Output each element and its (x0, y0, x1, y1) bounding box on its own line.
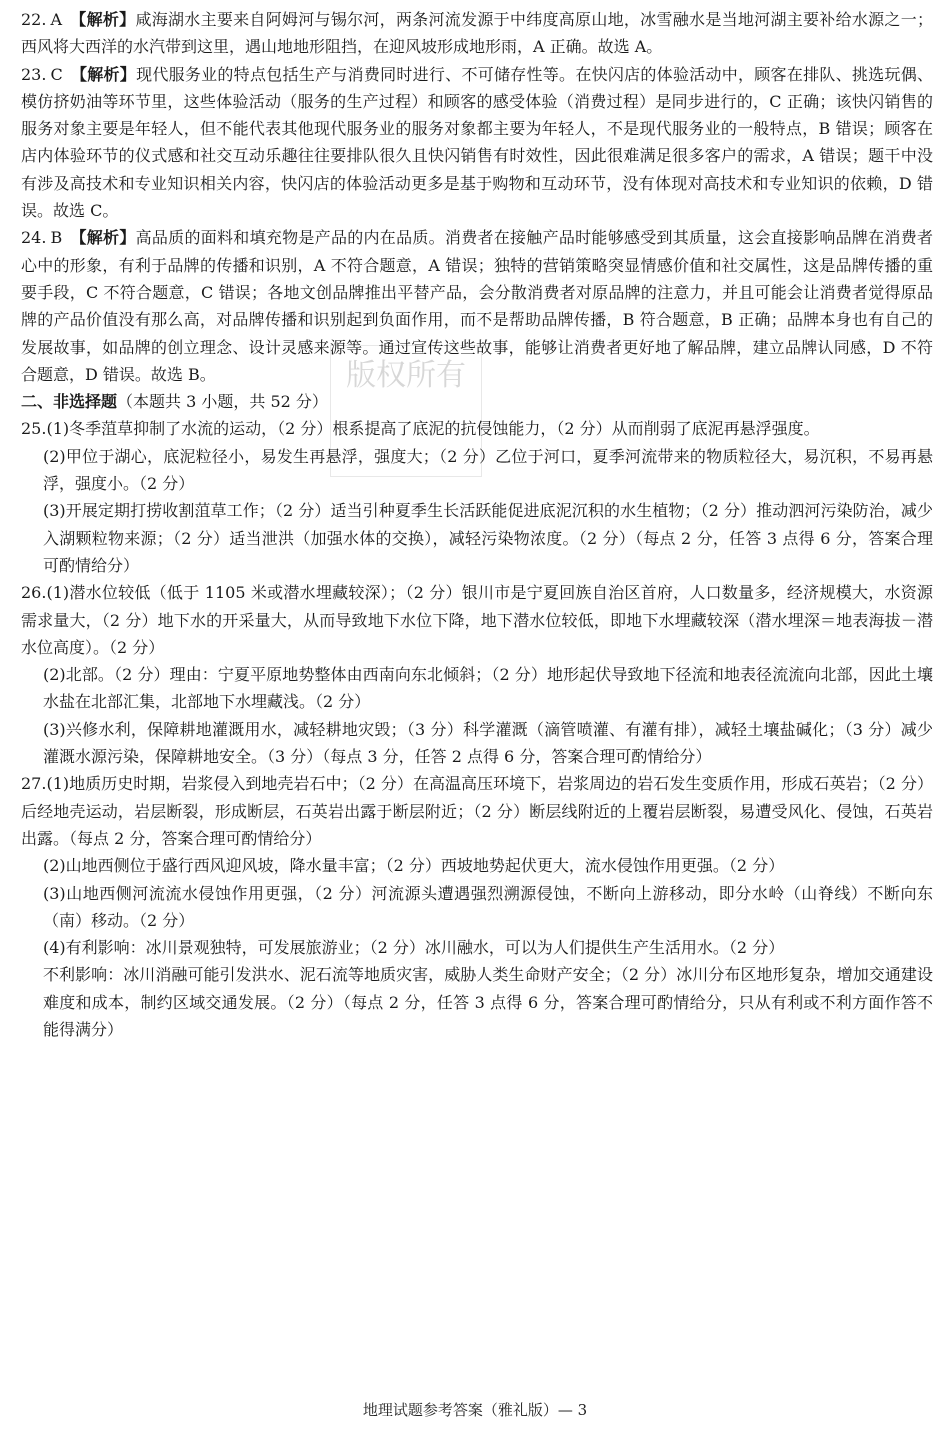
analysis-text: 高品质的面料和填充物是产品的内在品质。消费者在接触产品时能够感受到其质量，这会直接影响品牌在消费者心中的形象，有利于品牌的传播和识别，A 不符合题意，A 错误；独特的营销策略突显情感价值和社交属性，这是品牌传播的重要手段，C 不符合题意，C 错误；各地文创品牌推出平替产品，会分散消费者对原品牌的注意力，并且可能会让消费者觉得原品牌的产品价值没有那么高，对品牌传播和识别起到负面作用，而不是帮助品牌传播，B 符合题意，B 正确；品牌本身也有自己的发展故事，如品牌的创立理念、设计灵感来源等。通过宣传这些故事，能够让消费者更好地了解品牌，建立品牌认同感，D 不符合题意，D 错误。故选 B。 (21, 228, 933, 384)
question-25 (21, 415, 933, 579)
analysis-tag: 【解析】 (70, 64, 137, 84)
question-24 (21, 224, 933, 388)
question-23 (21, 61, 933, 225)
question-26-part-2: (2)北部。（2 分）理由：宁夏平原地势整体由西南向东北倾斜；（2 分）地形起伏导致地下径流和地表径流流向北部，因此土壤水盐在北部汇集，北部地下水埋藏浅。（2 分） (43, 665, 933, 712)
question-25-part-3: (3)开展定期打捞收割菹草工作；（2 分）适当引种夏季生长活跃能促进底泥沉积的水生植物；（2 分）推动泗河污染防治，减少入湖颗粒物来源；（2 分）适当泄洪（加强水体的交换），减轻污染物浓度。（2 分）（每点 2 分，任答 3 点得 6 分，答案合理可酌情给分） (43, 501, 933, 575)
question-25-part-1 (21, 415, 933, 442)
question-27 (21, 770, 933, 1043)
answer-text: (1)地质历史时期，岩浆侵入到地壳岩石中；（2 分）在高温高压环境下，岩浆周边的岩石发生变质作用，形成石英岩；（2 分）后经地壳运动，岩层断裂，形成断层，石英岩出露于断层附近；（2 分）断层线附近的上覆岩层断裂，易遭受风化、侵蚀，石英岩出露。（每点 2 分，答案合理可酌情给分） (21, 774, 933, 848)
section-heading (21, 388, 933, 415)
analysis-tag: 【解析】 (70, 228, 136, 248)
section-note: （本题共 3 小题，共 52 分） (117, 392, 328, 412)
question-26-part-3: (3)兴修水利，保障耕地灌溉用水，减轻耕地灾毁；（3 分）科学灌溉（滴管喷灌、有灌有排），减轻土壤盐碱化；（3 分）减少灌溉水源污染，保障耕地安全。（3 分）（每点 3 分，任答 2 点得 6 分，答案合理可酌情给分） (43, 719, 933, 767)
page-footer: 地理试题参考答案（雅礼版）— 3 (362, 1401, 588, 1419)
question-22 (21, 6, 933, 61)
analysis-tag: 【解析】 (70, 10, 136, 29)
question-26-part-1 (21, 579, 933, 661)
question-number: 26. (21, 583, 47, 603)
analysis-text: 现代服务业的特点包括生产与消费同时进行、不可储存性等。在快闪店的体验活动中，顾客在排队、挑选玩偶、模仿挤奶油等环节里，这些体验活动（服务的生产过程）和顾客的感受体验（消费过程）是同步进行的，C 正确；该快闪销售的服务对象主要是年轻人，但不能代表其他现代服务业的服务对象都主要为年轻人，不是现代服务业的一般特点，B 错误；顾客在店内体验环节的仪式感和社交互动乐趣往往要排队很久且快闪销售有时效性，因此很难满足很多客户的需求，A 错误；题干中没有涉及高技术和专业知识相关内容，快闪店的体验活动更多是基于购物和互动环节，没有体现对高技术和专业知识的依赖，D 错误。故选 C。 (21, 64, 933, 221)
analysis-text: 咸海湖水主要来自阿姆河与锡尔河，两条河流发源于中纬度高原山地，冰雪融水是当地河湖主要补给水源之一；西风将大西洋的水汽带到这里，遇山地地形阻挡，在迎风坡形成地形雨，A 正确。故选 A。 (21, 10, 933, 57)
question-number: 24. (21, 228, 47, 248)
question-number: 23. (21, 64, 47, 84)
answer-letter: A (50, 10, 63, 29)
answer-text: (1)冬季菹草抑制了水流的运动，（2 分）根系提高了底泥的抗侵蚀能力，（2 分）从而削弱了底泥再悬浮强度。 (46, 419, 820, 439)
question-number: 25. (21, 419, 47, 439)
question-27-part-3: (3)山地西侧河流流水侵蚀作用更强，（2 分）河流源头遭遇强烈溯源侵蚀，不断向上游移动，即分水岭（山脊线）不断向东（南）移动。（2 分） (43, 883, 933, 930)
question-number: 27. (21, 774, 47, 794)
question-27-part-2: (2)山地西侧位于盛行西风迎风坡，降水量丰富；（2 分）西坡地势起伏更大，流水侵蚀作用更强。（2 分） (43, 856, 785, 876)
question-25-part-2: (2)甲位于湖心，底泥粒径小，易发生再悬浮，强度大；（2 分）乙位于河口，夏季河流带来的物质粒径大，易沉积，不易再悬浮，强度小。（2 分） (43, 446, 933, 494)
watermark-text: 版权所有 (346, 358, 466, 393)
answer-letter: B (50, 228, 63, 248)
answer-text: (1)潜水位较低（低于 1105 米或潜水埋藏较深）；（2 分）银川市是宁夏回族自治区首府，人口数量多，经济规模大，水资源需求量大，（2 分）地下水的开采量大，从而导致地下水位下降，地下潜水位较低，即地下水埋藏较深（潜水埋深＝地表海拔－潜水位高度）。（2 分） (21, 583, 933, 657)
answer-letter: C (50, 64, 63, 84)
question-number: 22. (21, 10, 47, 29)
question-26 (21, 579, 933, 770)
section-title: 二、非选择题 (21, 392, 118, 412)
question-27-part-5: 不利影响：冰川消融可能引发洪水、泥石流等地质灾害，威胁人类生命财产安全；（2 分）冰川分布区地形复杂，增加交通建设难度和成本，制约区域交通发展。（2 分）（每点 2 分，任答 3 点得 6 分，答案合理可酌情给分，只从有利或不利方面作答不能得满分） (43, 965, 933, 1039)
page-content (21, 6, 933, 1043)
question-27-part-1 (21, 770, 933, 852)
question-27-part-4: (4)有利影响：冰川景观独特，可发展旅游业；（2 分）冰川融水，可以为人们提供生产生活用水。（2 分） (43, 938, 785, 958)
